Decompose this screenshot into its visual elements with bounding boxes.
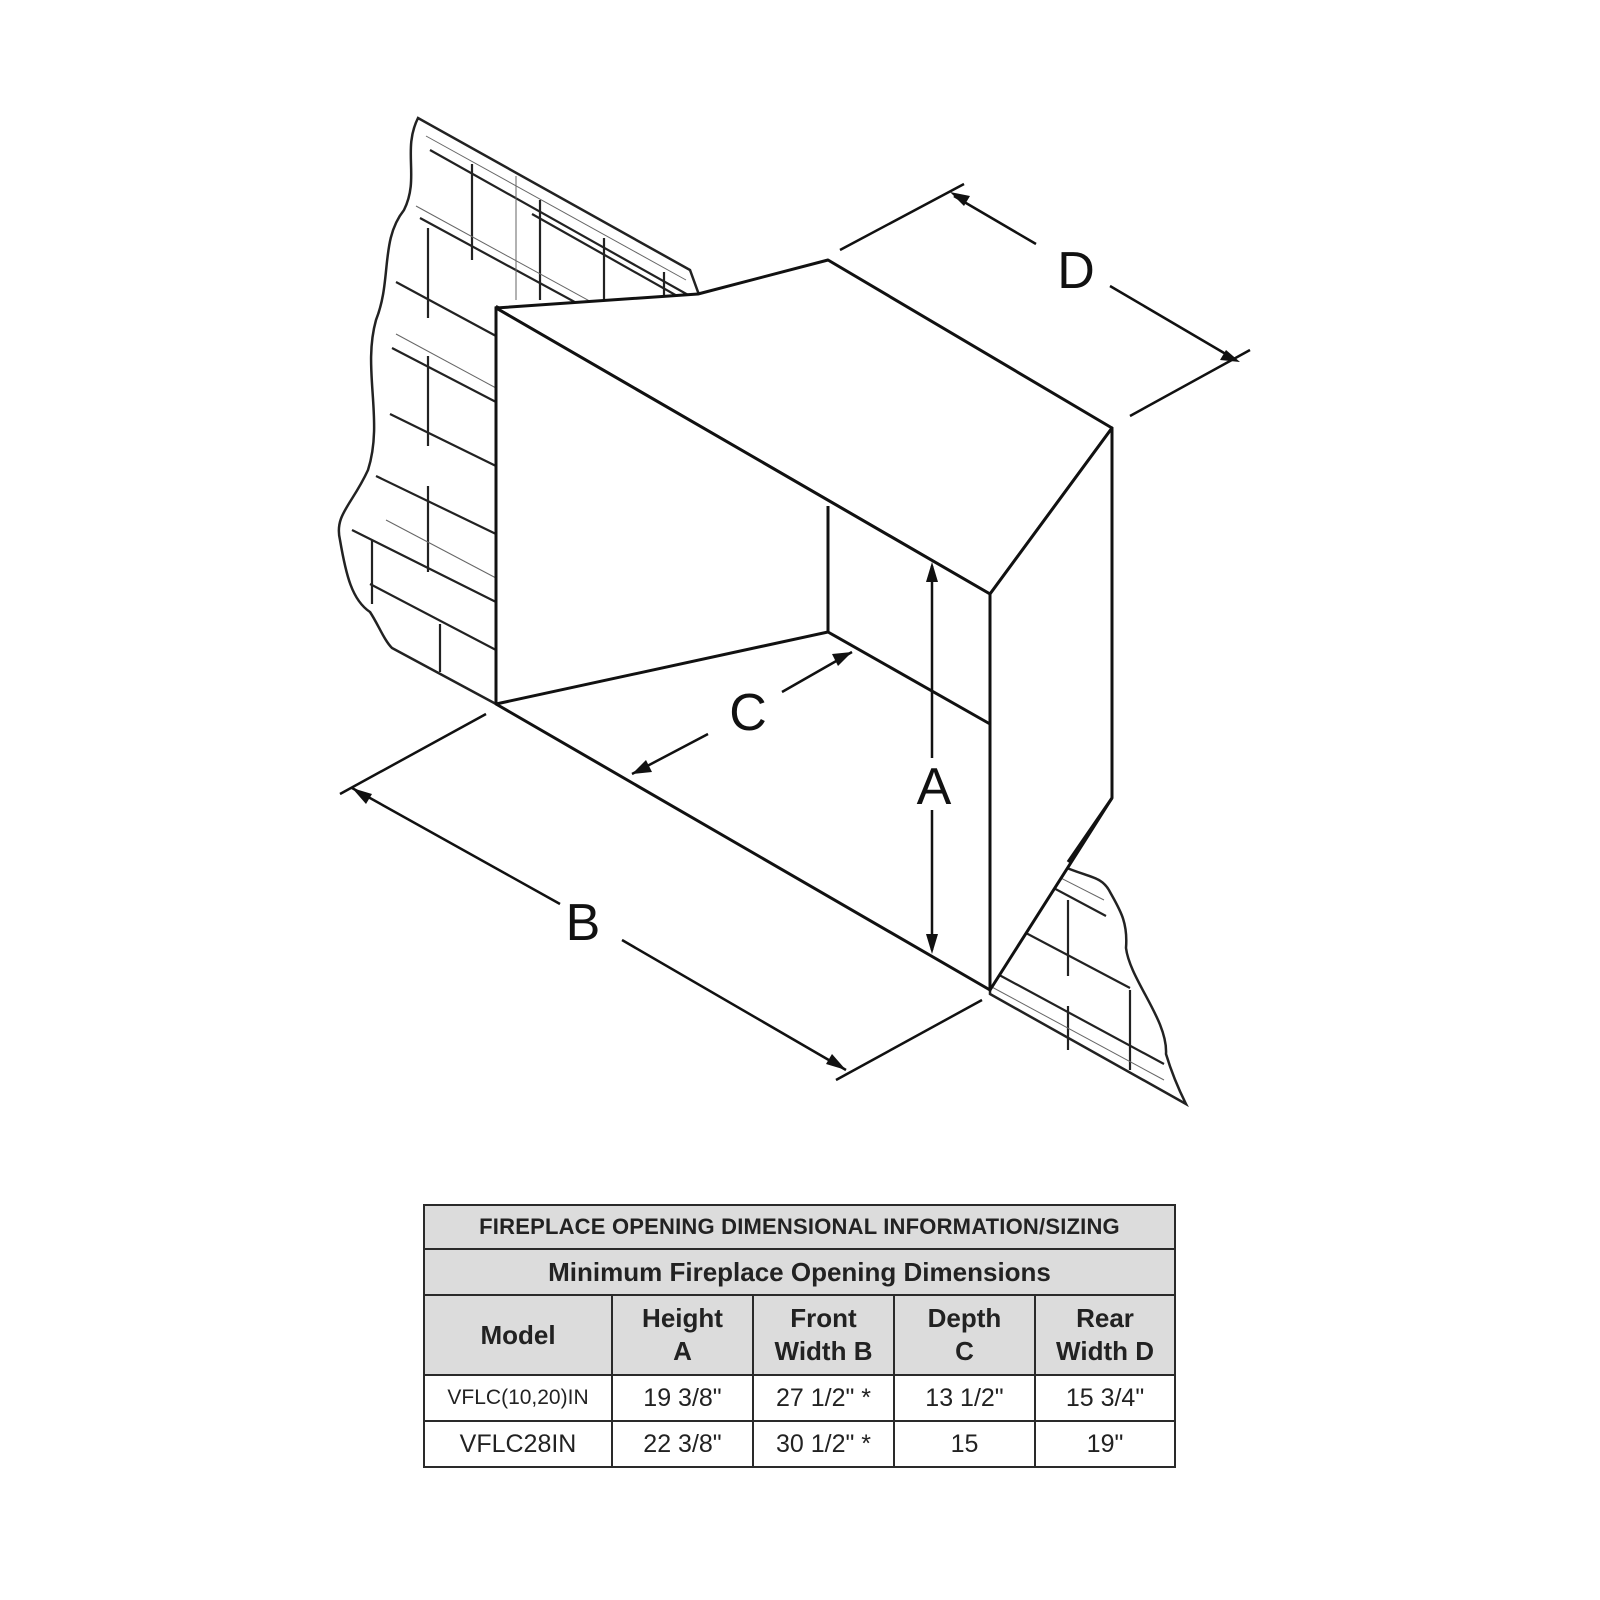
table-title: FIREPLACE OPENING DIMENSIONAL INFORMATION/SIZING	[424, 1205, 1175, 1249]
header-rear-width-line1: Rear	[1076, 1303, 1134, 1333]
table-row	[424, 1421, 1175, 1467]
header-height	[612, 1295, 753, 1375]
firebox-box	[496, 260, 1112, 990]
header-front-width-line2: Width B	[774, 1336, 873, 1366]
cell-depth: 13 1/2"	[894, 1375, 1035, 1421]
cell-rear-width: 15 3/4"	[1035, 1375, 1175, 1421]
cell-front-width: 27 1/2" *	[753, 1375, 894, 1421]
header-depth	[894, 1295, 1035, 1375]
dimensions-table	[423, 1204, 1176, 1468]
label-b: B	[565, 894, 601, 952]
cell-front-width: 30 1/2" *	[753, 1421, 894, 1467]
header-depth-line2: C	[955, 1336, 974, 1366]
label-d: D	[1057, 242, 1095, 300]
table-header-row	[424, 1295, 1175, 1375]
cell-height: 19 3/8"	[612, 1375, 753, 1421]
header-rear-width-line2: Width D	[1056, 1336, 1154, 1366]
table-subtitle: Minimum Fireplace Opening Dimensions	[424, 1249, 1175, 1295]
cell-depth: 15	[894, 1421, 1035, 1467]
header-front-width-line1: Front	[790, 1303, 857, 1333]
table-row	[424, 1375, 1175, 1421]
dimensions-table-container	[423, 1204, 1176, 1468]
label-c: C	[729, 684, 767, 742]
header-model-text: Model	[480, 1319, 556, 1350]
header-height-line1: Height	[642, 1303, 723, 1333]
header-model	[424, 1295, 612, 1375]
cell-rear-width: 19"	[1035, 1421, 1175, 1467]
header-depth-line1: Depth	[927, 1303, 1002, 1333]
cell-model: VFLC28IN	[424, 1421, 612, 1467]
header-rear-width	[1035, 1295, 1175, 1375]
header-height-line2: A	[673, 1336, 692, 1366]
cell-height: 22 3/8"	[612, 1421, 753, 1467]
header-front-width	[753, 1295, 894, 1375]
label-a: A	[916, 758, 952, 816]
cell-model: VFLC(10,20)IN	[424, 1375, 612, 1421]
